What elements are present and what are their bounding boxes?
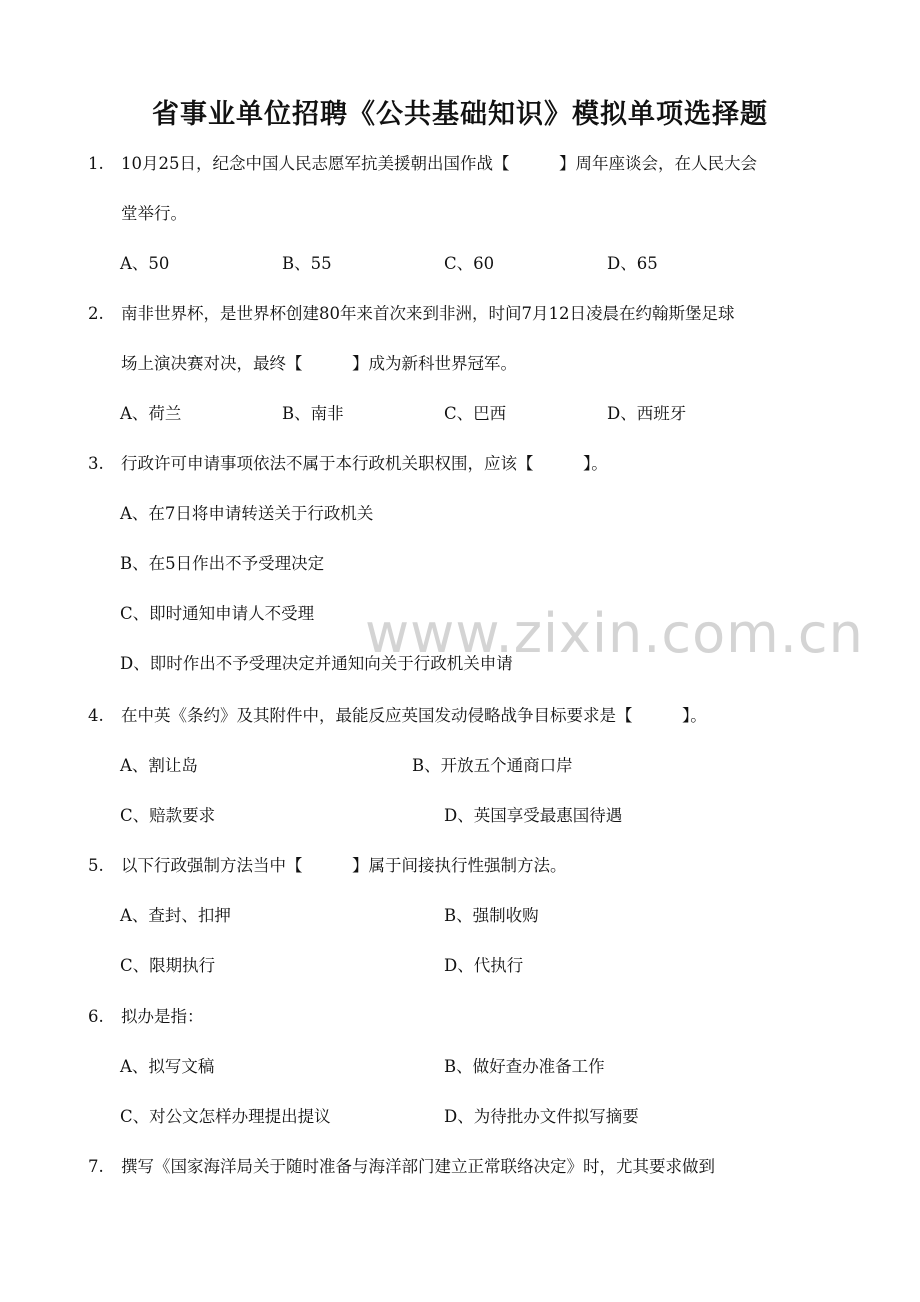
question-text: 拟办是指：: [121, 1007, 204, 1026]
question-number: 4.: [88, 706, 104, 725]
option-c: C、巴西: [444, 404, 507, 423]
option-b: B、开放五个通商口岸: [412, 756, 573, 775]
question-number: 1.: [88, 154, 104, 173]
question-text: 以下行政强制方法当中【 】属于间接执行性强制方法。: [121, 856, 567, 875]
question-text: 行政许可申请事项依法不属于本行政机关职权围，应该【 】。: [121, 454, 608, 473]
option-a: A、50: [120, 254, 170, 273]
option-c: C、赔款要求: [120, 806, 216, 825]
question-text-continued: 堂举行。: [121, 204, 187, 223]
option-c: C、60: [444, 254, 495, 273]
question-text: 南非世界杯，是世界杯创建80年来首次来到非洲，时间7月12日凌晨在约翰斯堡足球: [121, 304, 735, 323]
option-d: D、英国享受最惠国待遇: [444, 806, 623, 825]
option-c: C、即时通知申请人不受理: [120, 604, 315, 623]
question-number: 6.: [88, 1007, 104, 1026]
option-b: B、55: [282, 254, 332, 273]
option-b: B、在5日作出不予受理决定: [120, 554, 325, 573]
option-b: B、强制收购: [444, 906, 539, 925]
option-a: A、割让岛: [120, 756, 198, 775]
option-a: A、在7日将申请转送关于行政机关: [120, 504, 374, 523]
watermark: www.zixin.com.cn: [365, 602, 864, 665]
question-number: 5.: [88, 856, 104, 875]
option-a: A、查封、扣押: [120, 906, 231, 925]
option-d: D、西班牙: [607, 404, 687, 423]
option-c: C、限期执行: [120, 956, 216, 975]
option-b: B、南非: [282, 404, 344, 423]
question-text: 在中英《条约》及其附件中，最能反应英国发动侵略战争目标要求是【 】。: [121, 706, 707, 725]
option-d: D、为待批办文件拟写摘要: [444, 1107, 639, 1126]
question-number: 3.: [88, 454, 104, 473]
option-d: D、65: [607, 254, 658, 273]
page-title: 省事业单位招聘《公共基础知识》模拟单项选择题: [152, 99, 768, 130]
question-number: 2.: [88, 304, 104, 323]
option-a: A、拟写文稿: [120, 1057, 215, 1076]
option-d: D、即时作出不予受理决定并通知向关于行政机关申请: [120, 654, 513, 673]
option-a: A、荷兰: [120, 404, 182, 423]
option-d: D、代执行: [444, 956, 524, 975]
question-number: 7.: [88, 1157, 104, 1176]
option-c: C、对公文怎样办理提出提议: [120, 1107, 331, 1126]
option-b: B、做好查办准备工作: [444, 1057, 605, 1076]
question-text: 撰写《国家海洋局关于随时准备与海洋部门建立正常联络决定》时，尤其要求做到: [121, 1157, 715, 1176]
question-text-continued: 场上演决赛对决，最终【 】成为新科世界冠军。: [121, 354, 517, 373]
question-text: 10月25日，纪念中国人民志愿军抗美援朝出国作战【 】周年座谈会，在人民大会: [121, 154, 757, 173]
